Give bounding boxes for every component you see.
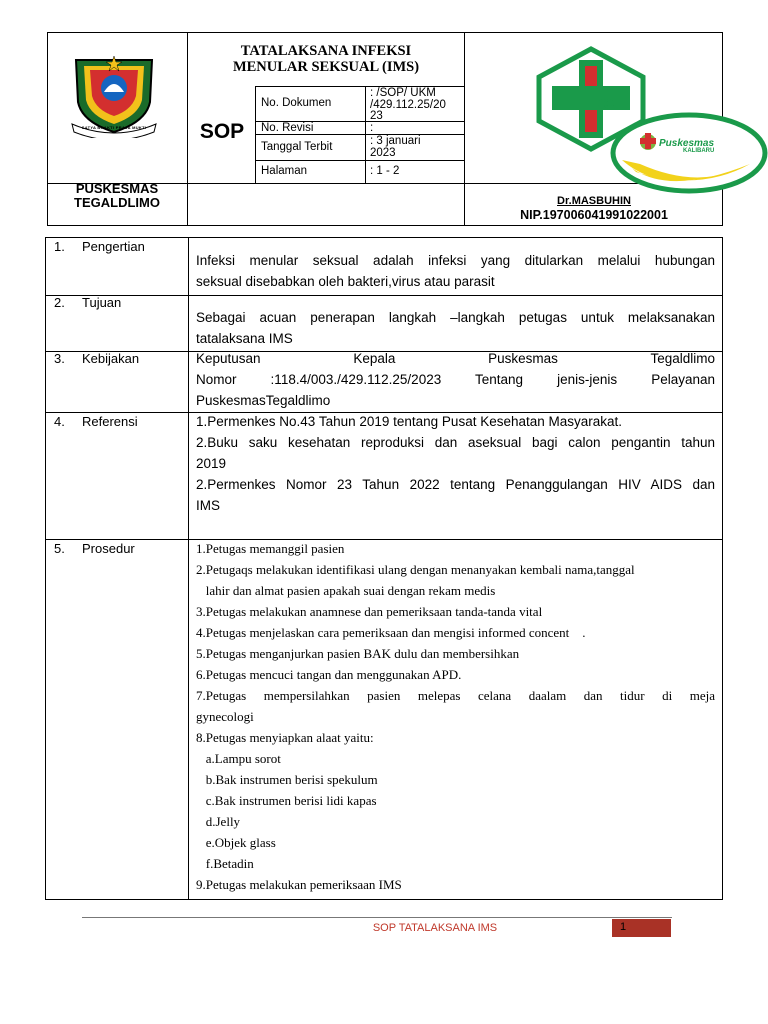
- no-dokumen-line-1: : /SOP/ UKM: [370, 87, 436, 99]
- field-label-tanggal-terbit: Tanggal Terbit: [261, 141, 333, 153]
- signer-name: Dr.MASBUHIN: [557, 195, 631, 207]
- field-value-tanggal-terbit: [370, 136, 421, 159]
- document-title: [190, 43, 462, 75]
- title-line-2: MENULAR SEKSUAL (IMS): [232, 59, 420, 75]
- prosedur-step: 9.Petugas melakukan pemeriksaan IMS: [196, 877, 402, 892]
- puskesmas-name-line-2: TEGALDLIMO: [74, 195, 160, 210]
- section-text-prosedur: [196, 538, 715, 895]
- no-dokumen-line-3: 23: [370, 110, 383, 122]
- page-number-box: [612, 919, 671, 937]
- referensi-line-2: 2.Buku saku kesehatan reproduksi dan aseksual bagi calon pengantin tahun: [196, 435, 715, 450]
- signer-block: [466, 195, 722, 223]
- emblem-motto: SATYA BHAKTI PRAJA MUKTI: [81, 125, 147, 130]
- prosedur-subitem: a.Lampu sorot: [196, 751, 281, 766]
- section-label-kebijakan: Kebijakan: [82, 351, 140, 366]
- section-number-kebijakan: 3.: [54, 351, 65, 366]
- prosedur-subitem: b.Bak instrumen berisi spekulum: [196, 772, 378, 787]
- pengertian-line-1: Infeksi menular seksual adalah infeksi yang ditularkan melalui hubungan: [196, 253, 715, 268]
- prosedur-step: 8.Petugas menyiapkan alaat yaitu:: [196, 730, 374, 745]
- section-text-referensi: [196, 411, 715, 516]
- prosedur-step: 6.Petugas mencuci tangan dan menggunakan APD.: [196, 667, 462, 682]
- no-dokumen-line-2: /429.112.25/20: [370, 98, 446, 111]
- prosedur-step: 2.Petugaqs melakukan identifikasi ulang dengan menanyakan kembali nama,tanggal: [196, 562, 635, 577]
- prosedur-subitem: d.Jelly: [196, 814, 241, 829]
- prosedur-subitem: c.Bak instrumen berisi lidi kapas: [196, 793, 377, 808]
- section-number-tujuan: 2.: [54, 295, 65, 310]
- kebijakan-line-3: PuskesmasTegaldlimo: [196, 393, 331, 408]
- section-number-pengertian: 1.: [54, 239, 65, 254]
- tanggal-line-2: 2023: [370, 146, 396, 159]
- section-label-pengertian: Pengertian: [82, 239, 145, 254]
- section-text-tujuan: [196, 307, 715, 349]
- referensi-line-5: IMS: [196, 498, 221, 513]
- tanggal-line-1: : 3 januari: [370, 135, 421, 147]
- title-line-1: TATALAKSANA INFEKSI: [240, 43, 412, 59]
- section-label-referensi: Referensi: [82, 414, 138, 429]
- field-value-no-dokumen: [370, 88, 465, 123]
- sop-label: SOP: [199, 120, 245, 143]
- prosedur-step: 1.Petugas memanggil pasien: [196, 541, 345, 556]
- footer-rule: [82, 917, 672, 918]
- kebijakan-line-2: Nomor :118.4/003./429.112.25/2023 Tentang jenis-jenis Pelayanan: [196, 372, 715, 387]
- puskesmas-name: [47, 182, 187, 210]
- tujuan-line-2: tatalaksana IMS: [196, 331, 293, 346]
- prosedur-step: lahir dan almat pasien apakah suai dengan rekam medis: [196, 583, 496, 598]
- signer-nip: NIP.197006041991022001: [520, 208, 668, 222]
- field-label-no-revisi: No. Revisi: [261, 122, 314, 134]
- prosedur-subitem: f.Betadin: [196, 856, 254, 871]
- field-value-no-revisi: :: [370, 122, 374, 134]
- tujuan-line-1: Sebagai acuan penerapan langkah –langkah petugas untuk melaksanakan: [196, 310, 715, 325]
- kebijakan-line-1: Keputusan Kepala Puskesmas Tegaldlimo: [196, 351, 715, 366]
- field-label-no-dokumen: No. Dokumen: [261, 97, 332, 109]
- section-number-prosedur: 5.: [54, 541, 65, 556]
- section-label-prosedur: Prosedur: [82, 541, 135, 556]
- prosedur-subitem: e.Objek glass: [196, 835, 276, 850]
- field-value-halaman: : 1 - 2: [370, 165, 400, 177]
- prosedur-step: 3.Petugas melakukan anamnese dan pemeriksaan tanda-tanda vital: [196, 604, 543, 619]
- section-label-tujuan: Tujuan: [82, 295, 122, 310]
- puskesmas-name-line-1: PUSKESMAS: [75, 181, 159, 196]
- referensi-line-1: 1.Permenkes No.43 Tahun 2019 tentang Pusat Kesehatan Masyarakat.: [196, 414, 623, 429]
- section-number-referensi: 4.: [54, 414, 65, 429]
- field-label-halaman: Halaman: [261, 165, 308, 177]
- prosedur-step: 5.Petugas menganjurkan pasien BAK dulu dan membersihkan: [196, 646, 520, 661]
- prosedur-step: 7.Petugas mempersilahkan pasien melepas celana daalam dan tidur di meja: [196, 688, 715, 703]
- kalibaru-logo-text-2: KALIBARU: [683, 148, 715, 154]
- section-text-kebijakan: [196, 348, 715, 411]
- pengertian-line-2: seksual disebabkan oleh bakteri,virus atau parasit: [196, 274, 495, 289]
- referensi-line-4: 2.Permenkes Nomor 23 Tahun 2022 tentang Penanggulangan HIV AIDS dan: [196, 477, 715, 492]
- prosedur-step: gynecologi: [196, 709, 254, 724]
- page-number: 1: [620, 921, 627, 933]
- section-text-pengertian: [196, 250, 715, 292]
- prosedur-step: 4.Petugas menjelaskan cara pemeriksaan dan mengisi informed concent .: [196, 625, 586, 640]
- kalibaru-logo-text-1: Puskesmas: [659, 138, 715, 149]
- footer-title: SOP TATALAKSANA IMS: [372, 922, 498, 934]
- referensi-line-3: 2019: [196, 456, 227, 471]
